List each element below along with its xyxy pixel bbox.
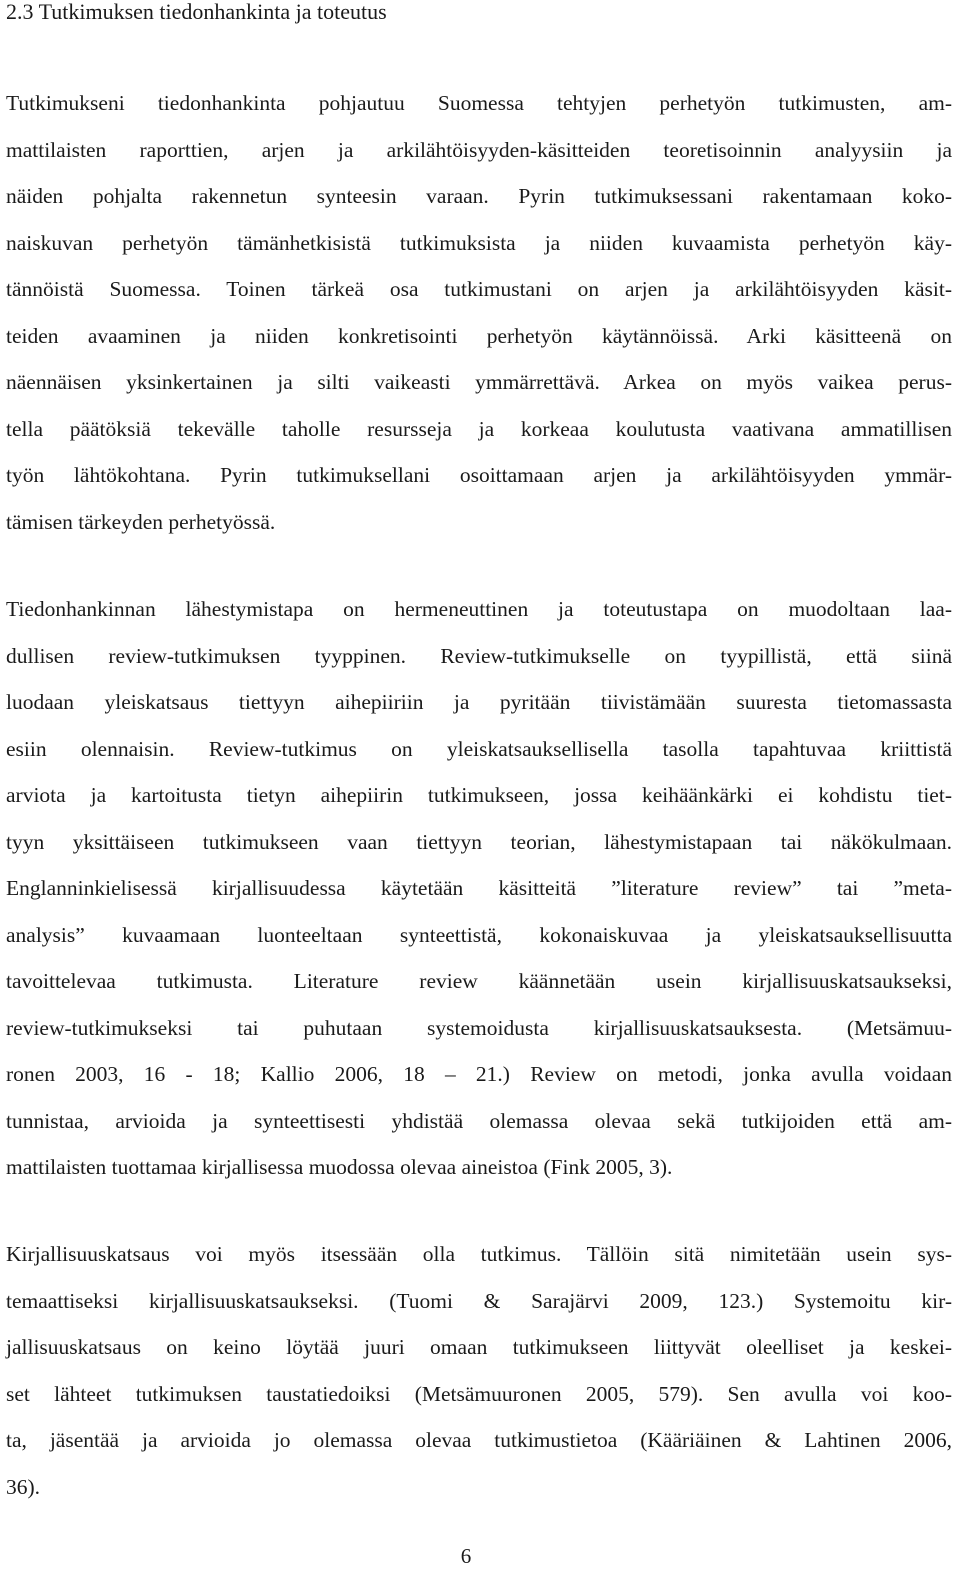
text-line: set lähteet tutkimuksen taustatiedoiksi (Metsämuuronen 2005, 579). Sen avulla voi koo- (6, 1381, 952, 1406)
text-line: ronen 2003, 16 - 18; Kallio 2006, 18 – 21.) Review on metodi, jonka avulla voidaan (6, 1062, 952, 1086)
text-line: jallisuuskatsaus on keino löytää juuri omaan tutkimukseen liittyvät oleelliset ja keskei- (6, 1335, 952, 1359)
text-line: Tiedonhankinnan lähestymistapa on hermeneuttinen ja toteutustapa on muodoltaan laa- (6, 597, 952, 621)
page-number: 6 (460, 1544, 472, 1568)
text-line: Englanninkielisessä kirjallisuudessa käytetään käsitteitä ”literature review” tai ”meta- (6, 876, 952, 900)
text-line: näennäisen yksinkertainen ja silti vaikeasti ymmärrettävä. Arkea on myös vaikea perus- (6, 370, 952, 394)
section-heading: 2.3 Tutkimuksen tiedonhankinta ja toteutus (6, 0, 387, 24)
paragraph-3 (6, 1231, 952, 1510)
text-line: tunnistaa, arvioida ja synteettisesti yhdistää olemassa olevaa sekä tutkijoiden että am- (6, 1108, 952, 1133)
text-line: Kirjallisuuskatsaus voi myös itsessään olla tutkimus. Tällöin sitä nimitetään usein sys- (6, 1242, 952, 1266)
text-line: dullisen review-tutkimuksen tyyppinen. Review-tutkimukselle on tyypillistä, että siinä (6, 643, 952, 668)
text-line: analysis” kuvaamaan luonteeltaan synteettistä, kokonaiskuvaa ja yleiskatsauksellisuutta (6, 922, 952, 947)
text-line: mattilaisten tuottamaa kirjallisessa muodossa olevaa aineistoa (Fink 2005, 3). (6, 1155, 673, 1179)
text-line: tella päätöksiä tekevälle taholle resursseja ja korkeaa koulutusta vaativana ammatillisen (6, 416, 952, 441)
text-line: tavoittelevaa tutkimusta. Literature review käännetään usein kirjallisuuskatsaukseksi, (6, 969, 952, 993)
text-line: review-tutkimukseksi tai puhutaan systemoidusta kirjallisuuskatsauksesta. (Metsämuu- (6, 1015, 952, 1040)
text-line: temaattiseksi kirjallisuuskatsaukseksi. (Tuomi & Sarajärvi 2009, 123.) Systemoitu kir- (6, 1288, 952, 1313)
text-line: 36). (6, 1474, 41, 1499)
text-line: teiden avaaminen ja niiden konkretisointi perhetyön käytännöissä. Arki käsitteenä on (6, 323, 952, 348)
text-line: tännöistä Suomessa. Toinen tärkeä osa tutkimustani on arjen ja arkilähtöisyyden käsit- (6, 277, 952, 301)
paragraph-2 (6, 586, 952, 1191)
text-line: työn lähtökohtana. Pyrin tutkimuksellani osoittamaan arjen ja arkilähtöisyyden ymmär- (6, 463, 952, 487)
text-line: naiskuvan perhetyön tämänhetkisistä tutkimuksista ja niiden kuvaamista perhetyön käy- (6, 230, 952, 255)
text-line: tämisen tärkeyden perhetyössä. (6, 509, 276, 534)
text-line: Tutkimukseni tiedonhankinta pohjautuu Suomessa tehtyjen perhetyön tutkimusten, am- (6, 91, 952, 115)
paragraph-1 (6, 80, 952, 545)
text-line: tyyn yksittäiseen tutkimukseen vaan tiettyyn teorian, lähestymistapaan tai näkökulmaan. (6, 829, 952, 854)
text-line: arviota ja kartoitusta tietyn aihepiirin tutkimukseen, jossa keihäänkärki ei kohdistu tiet- (6, 783, 952, 807)
text-line: esiin olennaisin. Review-tutkimus on yleiskatsauksellisella tasolla tapahtuvaa kriittistä (6, 736, 952, 761)
text-line: näiden pohjalta rakennetun synteesin varaan. Pyrin tutkimuksessani rakentamaan koko- (6, 184, 952, 208)
text-line: luodaan yleiskatsaus tiettyyn aihepiiriin ja pyritään tiivistämään suuresta tietomassasta (6, 690, 952, 714)
text-line: ta, jäsentää ja arvioida jo olemassa olevaa tutkimustietoa (Kääriäinen & Lahtinen 2006, (6, 1428, 952, 1452)
text-line: mattilaisten raporttien, arjen ja arkilähtöisyyden-käsitteiden teoretisoinnin analyysiin ja (6, 137, 952, 162)
